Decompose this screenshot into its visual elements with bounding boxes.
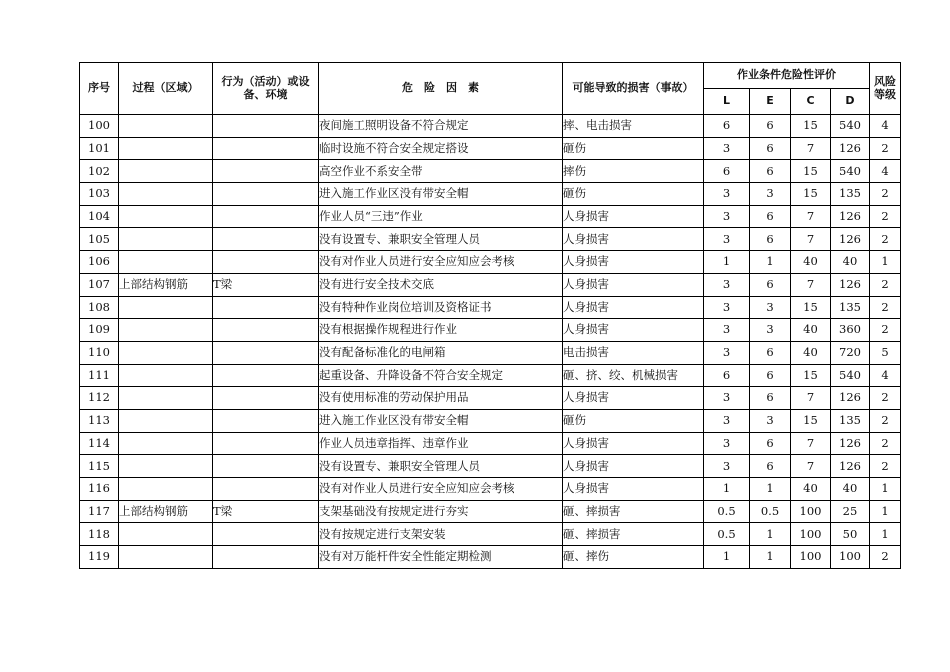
row-process	[119, 160, 213, 183]
row-harm: 人身损害	[563, 251, 704, 274]
table-row	[80, 478, 901, 501]
row-process: 上部结构钢筋	[119, 273, 213, 296]
row-activity	[213, 478, 319, 501]
row-activity	[213, 319, 319, 342]
row-c: 100	[791, 523, 831, 546]
row-c: 15	[791, 364, 831, 387]
row-activity	[213, 409, 319, 432]
row-number: 117	[80, 500, 119, 523]
row-d: 25	[831, 500, 870, 523]
table-row	[80, 500, 901, 523]
row-harm: 人身损害	[563, 273, 704, 296]
row-risk-level: 4	[870, 160, 901, 183]
row-l: 3	[704, 273, 750, 296]
row-l: 6	[704, 115, 750, 138]
header-l: L	[704, 89, 750, 115]
row-harm: 摔伤	[563, 160, 704, 183]
row-d: 126	[831, 137, 870, 160]
row-number: 105	[80, 228, 119, 251]
row-l: 0.5	[704, 523, 750, 546]
row-process	[119, 183, 213, 206]
row-risk-level: 4	[870, 115, 901, 138]
row-risk-level: 2	[870, 455, 901, 478]
row-activity	[213, 205, 319, 228]
table-row	[80, 319, 901, 342]
row-hazard: 临时设施不符合安全规定搭设	[319, 137, 563, 160]
row-c: 15	[791, 296, 831, 319]
row-number: 106	[80, 251, 119, 274]
row-harm: 人身损害	[563, 455, 704, 478]
row-e: 1	[750, 251, 791, 274]
row-hazard: 作业人员“三违”作业	[319, 205, 563, 228]
row-risk-level: 1	[870, 500, 901, 523]
row-number: 113	[80, 409, 119, 432]
row-d: 135	[831, 409, 870, 432]
row-c: 40	[791, 478, 831, 501]
row-hazard: 没有进行安全技术交底	[319, 273, 563, 296]
row-activity	[213, 115, 319, 138]
row-harm: 人身损害	[563, 478, 704, 501]
row-c: 100	[791, 500, 831, 523]
row-e: 3	[750, 319, 791, 342]
row-e: 6	[750, 228, 791, 251]
row-risk-level: 1	[870, 251, 901, 274]
row-risk-level: 2	[870, 228, 901, 251]
row-harm: 人身损害	[563, 432, 704, 455]
row-number: 112	[80, 387, 119, 410]
header-process: 过程（区域）	[119, 63, 213, 115]
row-number: 101	[80, 137, 119, 160]
table-row	[80, 341, 901, 364]
row-l: 3	[704, 387, 750, 410]
table-row	[80, 455, 901, 478]
row-harm: 摔、电击损害	[563, 115, 704, 138]
table-row	[80, 205, 901, 228]
table-row	[80, 296, 901, 319]
row-e: 6	[750, 387, 791, 410]
row-hazard: 没有设置专、兼职安全管理人员	[319, 455, 563, 478]
header-d: D	[831, 89, 870, 115]
row-process	[119, 137, 213, 160]
row-e: 3	[750, 409, 791, 432]
row-c: 15	[791, 409, 831, 432]
row-activity	[213, 137, 319, 160]
row-d: 100	[831, 546, 870, 569]
row-e: 6	[750, 364, 791, 387]
row-c: 7	[791, 455, 831, 478]
row-number: 111	[80, 364, 119, 387]
row-l: 1	[704, 546, 750, 569]
row-risk-level: 1	[870, 523, 901, 546]
row-process	[119, 409, 213, 432]
row-process	[119, 205, 213, 228]
row-e: 6	[750, 160, 791, 183]
row-harm: 砸、摔损害	[563, 523, 704, 546]
row-hazard: 作业人员违章指挥、违章作业	[319, 432, 563, 455]
row-number: 115	[80, 455, 119, 478]
row-harm: 人身损害	[563, 387, 704, 410]
row-c: 15	[791, 115, 831, 138]
row-hazard: 没有设置专、兼职安全管理人员	[319, 228, 563, 251]
row-activity	[213, 523, 319, 546]
row-harm: 人身损害	[563, 228, 704, 251]
row-process	[119, 478, 213, 501]
table-row	[80, 546, 901, 569]
table-row	[80, 523, 901, 546]
row-number: 107	[80, 273, 119, 296]
row-c: 7	[791, 387, 831, 410]
row-l: 3	[704, 319, 750, 342]
row-process	[119, 115, 213, 138]
row-e: 3	[750, 183, 791, 206]
row-c: 40	[791, 251, 831, 274]
row-l: 3	[704, 228, 750, 251]
row-l: 3	[704, 341, 750, 364]
row-d: 135	[831, 183, 870, 206]
row-activity	[213, 183, 319, 206]
header-risk-level: 风险等级	[870, 63, 901, 115]
row-activity	[213, 160, 319, 183]
row-e: 6	[750, 341, 791, 364]
row-l: 3	[704, 432, 750, 455]
row-harm: 人身损害	[563, 319, 704, 342]
row-harm: 人身损害	[563, 205, 704, 228]
row-activity	[213, 251, 319, 274]
row-number: 104	[80, 205, 119, 228]
row-hazard: 没有使用标准的劳动保护用品	[319, 387, 563, 410]
row-number: 114	[80, 432, 119, 455]
table-row	[80, 115, 901, 138]
row-harm: 砸、摔损害	[563, 500, 704, 523]
row-process	[119, 319, 213, 342]
row-activity	[213, 228, 319, 251]
row-number: 119	[80, 546, 119, 569]
row-risk-level: 4	[870, 364, 901, 387]
row-process	[119, 251, 213, 274]
row-process	[119, 341, 213, 364]
row-number: 102	[80, 160, 119, 183]
header-e: E	[750, 89, 791, 115]
row-risk-level: 2	[870, 409, 901, 432]
row-harm: 砸伤	[563, 409, 704, 432]
row-hazard: 没有配备标准化的电闸箱	[319, 341, 563, 364]
row-l: 1	[704, 251, 750, 274]
row-activity	[213, 546, 319, 569]
row-hazard: 起重设备、升降设备不符合安全规定	[319, 364, 563, 387]
header-hazard: 危 险 因 素	[319, 63, 563, 115]
row-process	[119, 546, 213, 569]
row-e: 1	[750, 478, 791, 501]
row-c: 15	[791, 183, 831, 206]
row-c: 7	[791, 432, 831, 455]
row-e: 6	[750, 205, 791, 228]
row-c: 7	[791, 205, 831, 228]
row-c: 40	[791, 341, 831, 364]
row-e: 6	[750, 432, 791, 455]
row-e: 3	[750, 296, 791, 319]
row-number: 118	[80, 523, 119, 546]
table-row	[80, 251, 901, 274]
row-hazard: 没有对作业人员进行安全应知应会考核	[319, 478, 563, 501]
row-e: 0.5	[750, 500, 791, 523]
row-process	[119, 228, 213, 251]
row-activity	[213, 296, 319, 319]
header-c: C	[791, 89, 831, 115]
row-l: 3	[704, 455, 750, 478]
row-d: 126	[831, 228, 870, 251]
row-activity	[213, 387, 319, 410]
row-activity: T梁	[213, 273, 319, 296]
table-row	[80, 183, 901, 206]
row-d: 126	[831, 432, 870, 455]
row-c: 7	[791, 228, 831, 251]
row-process	[119, 364, 213, 387]
row-number: 108	[80, 296, 119, 319]
table-row	[80, 228, 901, 251]
row-hazard: 支架基础没有按规定进行夯实	[319, 500, 563, 523]
row-harm: 砸、摔伤	[563, 546, 704, 569]
row-l: 1	[704, 478, 750, 501]
row-number: 103	[80, 183, 119, 206]
row-risk-level: 1	[870, 478, 901, 501]
row-l: 3	[704, 409, 750, 432]
row-harm: 人身损害	[563, 296, 704, 319]
row-number: 100	[80, 115, 119, 138]
row-risk-level: 2	[870, 273, 901, 296]
row-l: 3	[704, 137, 750, 160]
row-c: 7	[791, 273, 831, 296]
row-d: 40	[831, 478, 870, 501]
row-d: 126	[831, 387, 870, 410]
header-activity: 行为（活动）或设备、环境	[213, 63, 319, 115]
row-hazard: 夜间施工照明设备不符合规定	[319, 115, 563, 138]
row-risk-level: 2	[870, 205, 901, 228]
row-e: 6	[750, 137, 791, 160]
row-harm: 砸伤	[563, 183, 704, 206]
row-d: 360	[831, 319, 870, 342]
row-d: 126	[831, 273, 870, 296]
table-row	[80, 387, 901, 410]
row-activity	[213, 341, 319, 364]
row-risk-level: 2	[870, 183, 901, 206]
row-e: 1	[750, 523, 791, 546]
row-l: 6	[704, 364, 750, 387]
row-d: 50	[831, 523, 870, 546]
row-risk-level: 5	[870, 341, 901, 364]
table-row	[80, 273, 901, 296]
row-process	[119, 387, 213, 410]
row-c: 15	[791, 160, 831, 183]
row-process	[119, 296, 213, 319]
row-d: 540	[831, 160, 870, 183]
row-hazard: 进入施工作业区没有带安全帽	[319, 409, 563, 432]
table-row	[80, 364, 901, 387]
row-risk-level: 2	[870, 387, 901, 410]
row-l: 3	[704, 183, 750, 206]
header-harm: 可能导致的损害（事故）	[563, 63, 704, 115]
row-process	[119, 455, 213, 478]
row-l: 6	[704, 160, 750, 183]
row-d: 720	[831, 341, 870, 364]
row-l: 3	[704, 205, 750, 228]
table-row	[80, 409, 901, 432]
header-seq: 序号	[80, 63, 119, 115]
row-harm: 砸伤	[563, 137, 704, 160]
table-row	[80, 432, 901, 455]
row-hazard: 进入施工作业区没有带安全帽	[319, 183, 563, 206]
row-risk-level: 2	[870, 432, 901, 455]
row-c: 7	[791, 137, 831, 160]
row-hazard: 没有按规定进行支架安装	[319, 523, 563, 546]
row-l: 3	[704, 296, 750, 319]
row-risk-level: 2	[870, 546, 901, 569]
row-d: 40	[831, 251, 870, 274]
row-d: 126	[831, 205, 870, 228]
row-process	[119, 432, 213, 455]
table-row	[80, 160, 901, 183]
row-process: 上部结构钢筋	[119, 500, 213, 523]
row-risk-level: 2	[870, 137, 901, 160]
row-d: 540	[831, 115, 870, 138]
row-e: 1	[750, 546, 791, 569]
row-e: 6	[750, 273, 791, 296]
risk-assessment-table	[79, 62, 901, 569]
row-number: 116	[80, 478, 119, 501]
header-evaluation: 作业条件危险性评价	[704, 63, 870, 89]
row-hazard: 没有根据操作规程进行作业	[319, 319, 563, 342]
row-hazard: 高空作业不系安全带	[319, 160, 563, 183]
row-number: 110	[80, 341, 119, 364]
row-activity	[213, 455, 319, 478]
row-activity	[213, 432, 319, 455]
row-process	[119, 523, 213, 546]
row-hazard: 没有对万能杆件安全性能定期检测	[319, 546, 563, 569]
row-c: 100	[791, 546, 831, 569]
row-number: 109	[80, 319, 119, 342]
row-c: 40	[791, 319, 831, 342]
row-hazard: 没有特种作业岗位培训及资格证书	[319, 296, 563, 319]
row-activity	[213, 364, 319, 387]
row-risk-level: 2	[870, 319, 901, 342]
row-hazard: 没有对作业人员进行安全应知应会考核	[319, 251, 563, 274]
row-l: 0.5	[704, 500, 750, 523]
row-d: 540	[831, 364, 870, 387]
table-row	[80, 137, 901, 160]
row-d: 126	[831, 455, 870, 478]
row-e: 6	[750, 455, 791, 478]
row-activity: T梁	[213, 500, 319, 523]
row-harm: 砸、挤、绞、机械损害	[563, 364, 704, 387]
row-e: 6	[750, 115, 791, 138]
row-harm: 电击损害	[563, 341, 704, 364]
row-risk-level: 2	[870, 296, 901, 319]
row-d: 135	[831, 296, 870, 319]
